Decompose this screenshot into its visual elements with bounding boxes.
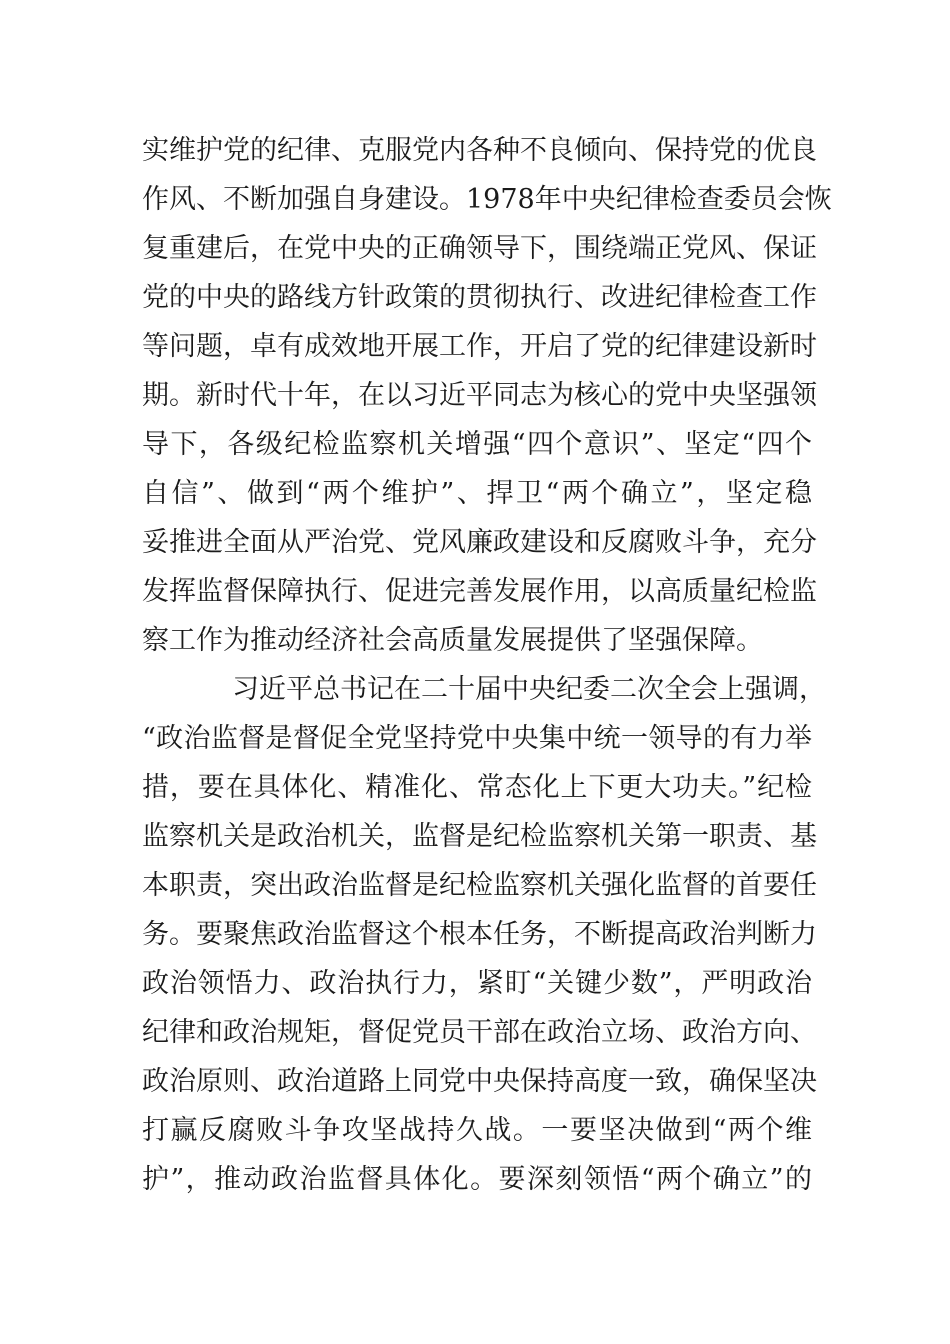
document-body [142,126,832,1204]
text-line: 导下，各级纪检监察机关增强“四个意识”、坚定“四个 [142,429,812,460]
text-line: 务。要聚焦政治监督这个根本任务，不断提高政治判断力 [142,919,817,950]
text-line: 纪律和政治规矩，督促党员干部在政治立场、政治方向、 [142,1017,817,1048]
text-line: 发挥监督保障执行、促进完善发展作用，以高质量纪检监 [142,576,817,607]
paragraph-1 [142,126,832,665]
text-line: 妥推进全面从严治党、党风廉政建设和反腐败斗争，充分 [142,527,817,558]
text-line: 监察机关是政治机关，监督是纪检监察机关第一职责、基 [142,821,817,852]
text-line: 习近平总书记在二十届中央纪委二次全会上强调， [232,674,826,705]
text-line: 实维护党的纪律、克服党内各种不良倾向、保持党的优良 [142,135,817,166]
text-line: 措，要在具体化、精准化、常态化上下更大功夫。”纪检 [142,772,812,803]
text-line: 政治原则、政治道路上同党中央保持高度一致，确保坚决 [142,1066,817,1097]
text-line: “政治监督是督促全党坚持党中央集中统一领导的有力举 [142,723,812,754]
text-line: 复重建后，在党中央的正确领导下，围绕端正党风、保证 [142,233,817,264]
text-line: 作风、不断加强自身建设。1978年中央纪律检查委员会恢 [142,184,832,215]
text-line: 自信”、做到“两个维护”、捍卫“两个确立”，坚定稳 [142,478,812,509]
text-line: 党的中央的路线方针政策的贯彻执行、改进纪律检查工作 [142,282,817,313]
text-line: 政治领悟力、政治执行力，紧盯“关键少数”，严明政治 [142,968,812,999]
text-line: 期。新时代十年，在以习近平同志为核心的党中央坚强领 [142,380,817,411]
text-line: 察工作为推动经济社会高质量发展提供了坚强保障。 [142,625,763,656]
text-line: 本职责，突出政治监督是纪检监察机关强化监督的首要任 [142,870,817,901]
text-line: 等问题，卓有成效地开展工作，开启了党的纪律建设新时 [142,331,817,362]
text-line: 护”，推动政治监督具体化。要深刻领悟“两个确立”的 [142,1164,812,1195]
paragraph-2 [142,665,826,1204]
text-line: 打赢反腐败斗争攻坚战持久战。一要坚决做到“两个维 [142,1115,812,1146]
